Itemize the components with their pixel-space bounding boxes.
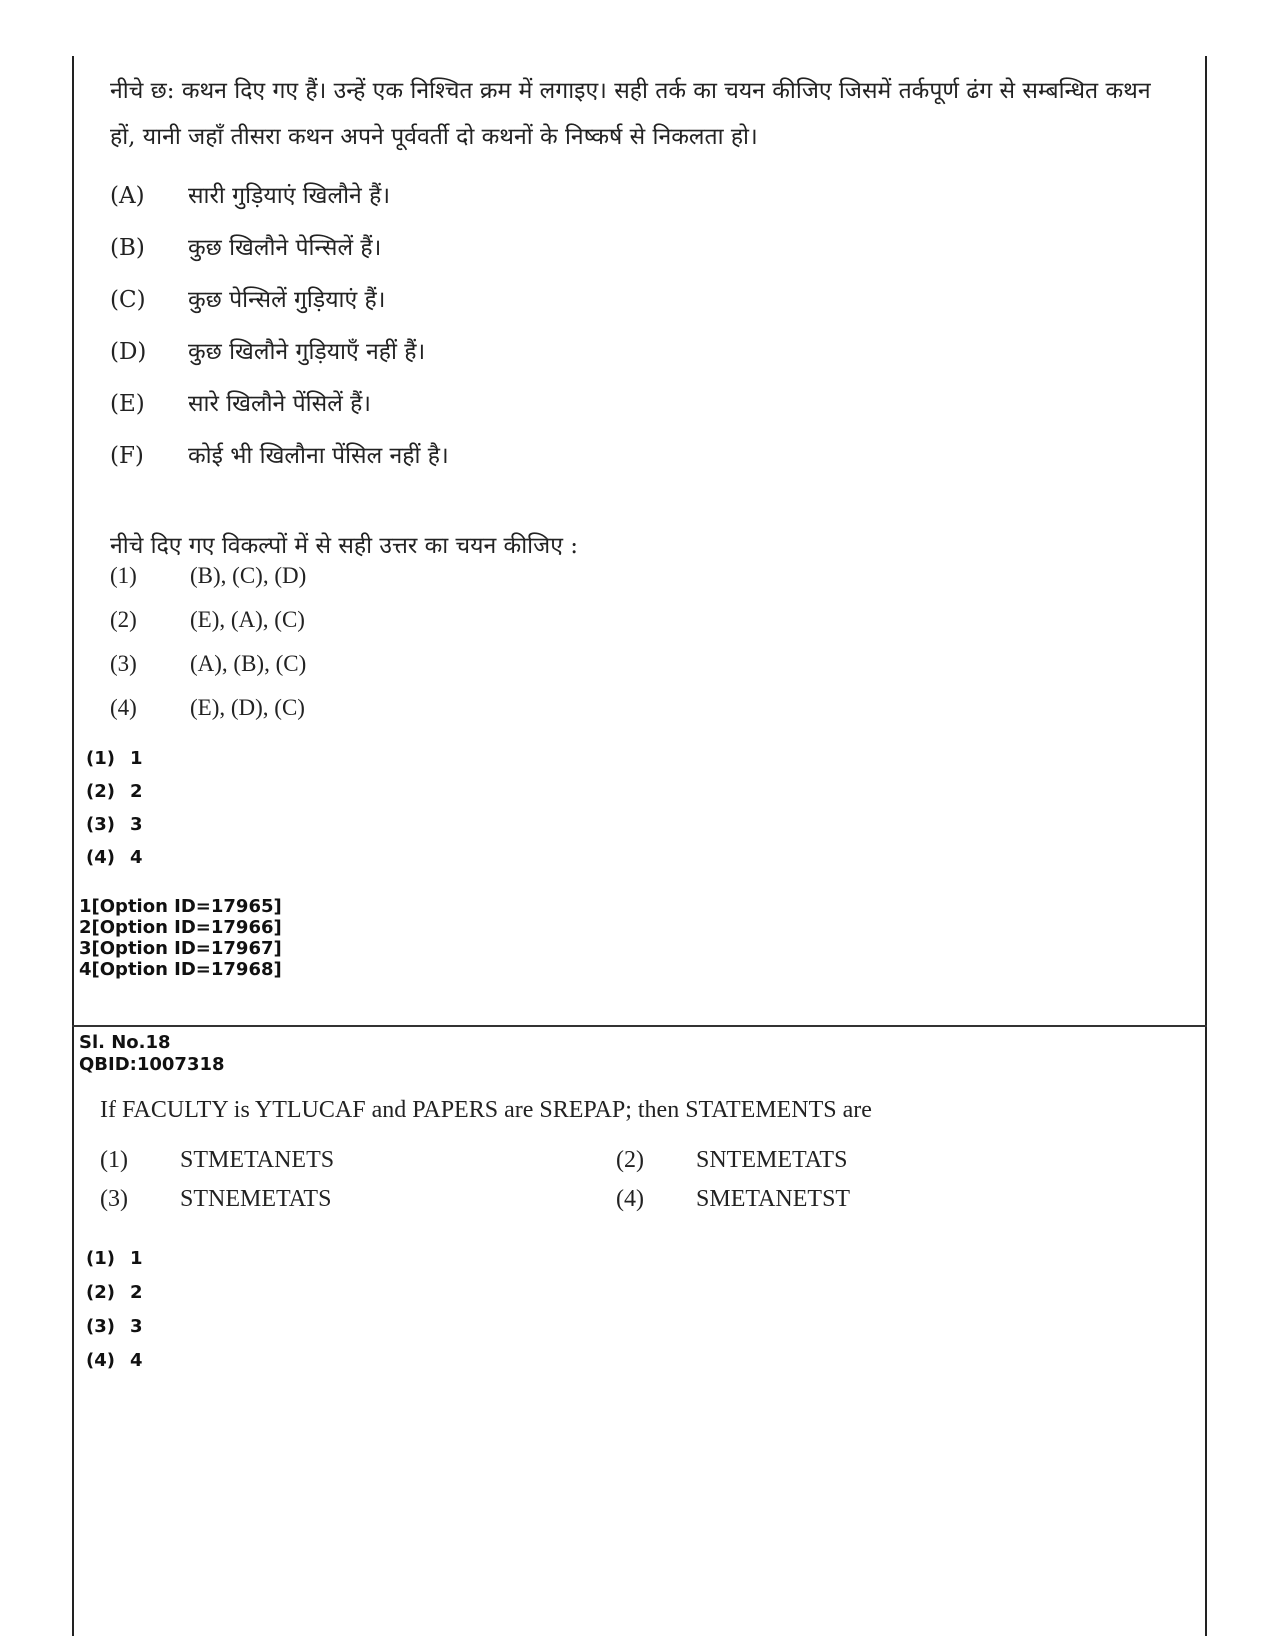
qbid: QBID:1007318 — [79, 1054, 225, 1075]
answer-value: 1 — [130, 748, 143, 769]
statement-d — [110, 334, 425, 366]
combo-text: (E), (A), (C) — [190, 607, 305, 632]
q17-answer-3 — [86, 814, 143, 835]
statement-text: कुछ पेन्सिलें गुड़ियाएं हैं। — [188, 287, 386, 313]
answer-number: (4) — [86, 847, 115, 868]
combo-number: (2) — [110, 607, 137, 632]
option-text: SMETANETST — [696, 1186, 851, 1212]
statement-text: कुछ खिलौने पेन्सिलें हैं। — [188, 235, 382, 261]
answer-number: (3) — [86, 1316, 115, 1337]
combo-text: (B), (C), (D) — [190, 563, 307, 588]
statement-label: (E) — [110, 391, 145, 417]
option-text: STNEMETATS — [180, 1186, 332, 1212]
q17-choose-text: नीचे दिए गए विकल्पों में से सही उत्तर का चयन कीजिए : — [110, 533, 578, 559]
answer-number: (1) — [86, 748, 115, 769]
combo-text: (A), (B), (C) — [190, 651, 307, 676]
q18-option-3 — [100, 1186, 331, 1213]
q17-intro: नीचे छ: कथन दिए गए हैं। उन्हें एक निश्चित क्रम में लगाइए। सही तर्क का चयन कीजिए जिसमें तर्कपूर्ण ढंग से सम्बन्धित कथन हों, यानी जहाँ तीसरा कथन अपने पूर्ववर्ती दो कथनों के निष्कर्ष से निकलता हो। — [110, 78, 1151, 150]
statement-label: (A) — [110, 183, 145, 209]
statement-label: (B) — [110, 235, 145, 261]
answer-number: (4) — [86, 1350, 115, 1371]
option-id-3: 3[Option ID=17967] — [79, 938, 282, 959]
option-id-2: 2[Option ID=17966] — [79, 917, 282, 938]
answer-value: 2 — [130, 781, 143, 802]
answer-value: 3 — [130, 814, 143, 835]
combo-number: (1) — [110, 563, 137, 588]
combo-number: (4) — [110, 695, 137, 720]
q17-answer-2 — [86, 781, 143, 802]
answer-number: (2) — [86, 1282, 115, 1303]
statement-c — [110, 282, 385, 314]
statement-text: सारे खिलौने पेंसिलें हैं। — [188, 391, 372, 417]
q18-option-1 — [100, 1147, 334, 1174]
answer-number: (1) — [86, 1248, 115, 1269]
combo-option-1 — [110, 563, 306, 589]
option-number: (1) — [100, 1147, 128, 1173]
option-id-4: 4[Option ID=17968] — [79, 959, 282, 980]
statement-label: (F) — [110, 443, 144, 469]
answer-number: (3) — [86, 814, 115, 835]
q18-option-2 — [616, 1147, 847, 1174]
option-number: (2) — [616, 1147, 644, 1173]
q17-answer-1 — [86, 748, 143, 769]
combo-text: (E), (D), (C) — [190, 695, 305, 720]
statement-text: कुछ खिलौने गुड़ियाएँ नहीं हैं। — [188, 339, 426, 365]
answer-number: (2) — [86, 781, 115, 802]
statement-text: सारी गुड़ियाएं खिलौने हैं। — [188, 183, 391, 209]
combo-option-2 — [110, 607, 305, 633]
answer-value: 3 — [130, 1316, 143, 1337]
statement-b — [110, 230, 381, 262]
question-divider — [72, 1025, 1207, 1027]
q18-question: If FACULTY is YTLUCAF and PAPERS are SREPAP; then STATEMENTS are — [100, 1097, 872, 1123]
answer-value: 2 — [130, 1282, 143, 1303]
answer-value: 1 — [130, 1248, 143, 1269]
right-border — [1205, 56, 1207, 1636]
combo-option-3 — [110, 651, 306, 677]
option-number: (3) — [100, 1186, 128, 1212]
combo-option-4 — [110, 695, 305, 721]
q18-option-4 — [616, 1186, 850, 1213]
serial-number: Sl. No.18 — [79, 1032, 171, 1053]
statement-e — [110, 386, 371, 418]
statement-a — [110, 178, 390, 210]
q18-answer-4 — [86, 1350, 143, 1371]
answer-value: 4 — [130, 1350, 143, 1371]
statement-text: कोई भी खिलौना पेंसिल नहीं है। — [188, 443, 449, 469]
option-text: SNTEMETATS — [696, 1147, 848, 1173]
option-number: (4) — [616, 1186, 644, 1212]
q18-answer-1 — [86, 1248, 143, 1269]
q18-answer-3 — [86, 1316, 143, 1337]
statement-label: (C) — [110, 287, 146, 313]
combo-number: (3) — [110, 651, 137, 676]
answer-value: 4 — [130, 847, 143, 868]
q17-answer-4 — [86, 847, 143, 868]
q18-answer-2 — [86, 1282, 143, 1303]
option-text: STMETANETS — [180, 1147, 335, 1173]
option-id-1: 1[Option ID=17965] — [79, 896, 282, 917]
statement-label: (D) — [110, 339, 147, 365]
statement-f — [110, 438, 449, 470]
left-border — [72, 56, 74, 1636]
